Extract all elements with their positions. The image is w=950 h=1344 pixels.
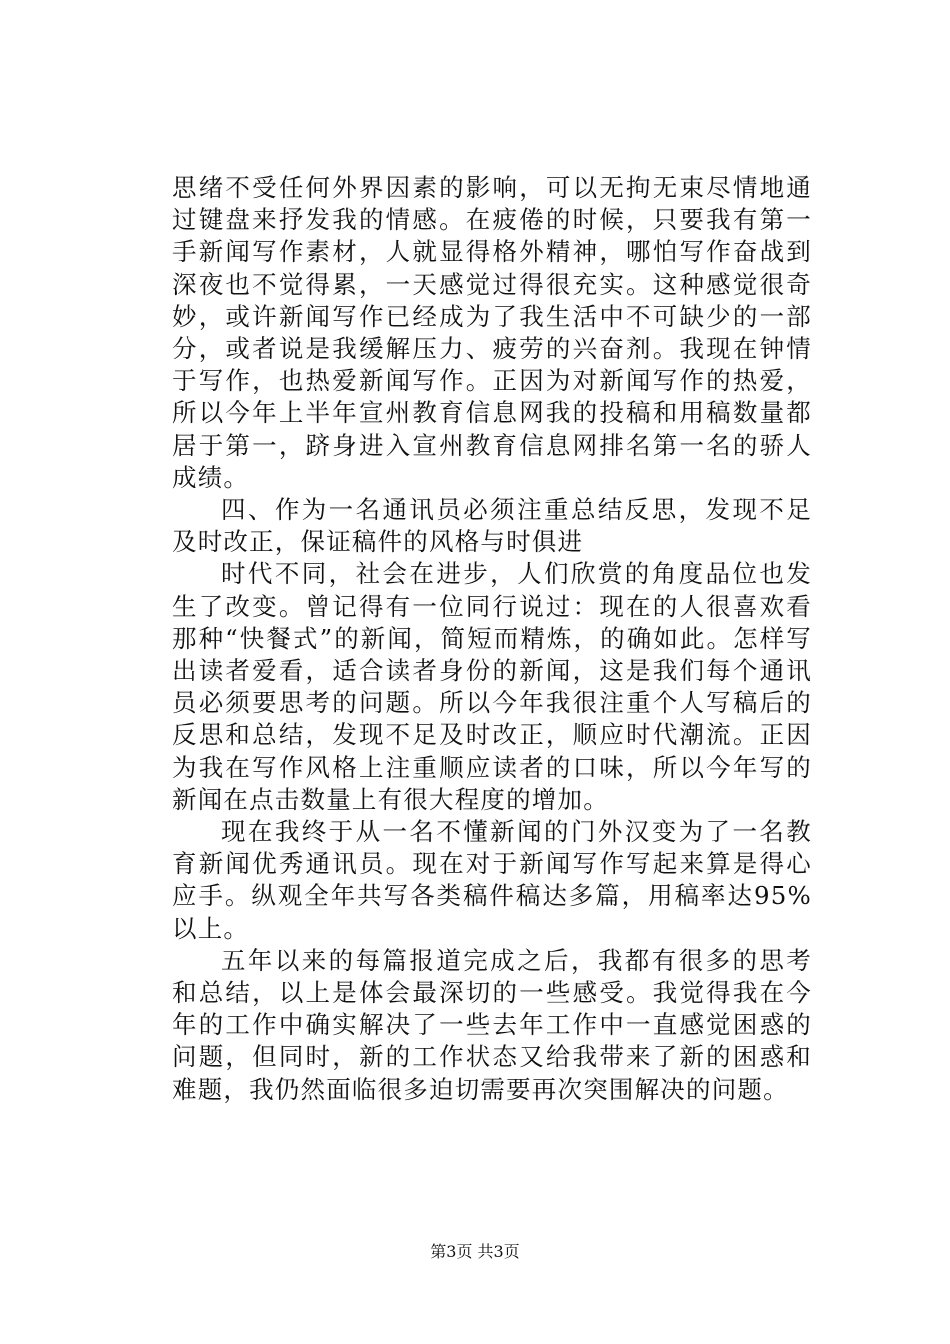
paragraph-current-status: 现在我终于从一名不懂新闻的门外汉变为了一名教育新闻优秀通讯员。现在对于新闻写作写起来算是得心应手。纵观全年共写各类稿件稿达多篇，用稿率达95%以上。 [172,817,812,943]
document-body [172,172,812,1106]
paragraph-conclusion: 五年以来的每篇报道完成之后，我都有很多的思考和总结，以上是体会最深切的一些感受。我觉得我在今年的工作中确实解决了一些去年工作中一直感觉困惑的问题，但同时，新的工作状态又给我带来了新的困惑和难题，我仍然面临很多迫切需要再次突围解决的问题。 [172,945,812,1104]
paragraph-times-change: 时代不同，社会在进步，人们欣赏的角度品位也发生了改变。曾记得有一位同行说过：现在的人很喜欢看那种“快餐式”的新闻，简短而精炼，的确如此。怎样写出读者爱看，适合读者身份的新闻，这是我们每个通讯员必须要思考的问题。所以今年我很注重个人写稿后的反思和总结，发现不足及时改正，顺应时代潮流。正因为我在写作风格上注重顺应读者的口味，所以今年写的新闻在点击数量上有很大程度的增加。 [172,559,812,814]
paragraph-continuation: 思绪不受任何外界因素的影响，可以无拘无束尽情地通过键盘来抒发我的情感。在疲倦的时候，只要我有第一手新闻写作素材，人就显得格外精神，哪怕写作奋战到深夜也不觉得累，一天感觉过得很充实。这种感觉很奇妙，或许新闻写作已经成为了我生活中不可缺少的一部分，或者说是我缓解压力、疲劳的兴奋剂。我现在钟情于写作，也热爱新闻写作。正因为对新闻写作的热爱，所以今年上半年宣州教育信息网我的投稿和用稿数量都居于第一，跻身进入宣州教育信息网排名第一名的骄人成绩。 [172,173,812,492]
section-heading-four: 四、作为一名通讯员必须注重总结反思，发现不足及时改正，保证稿件的风格与时俱进 [172,495,812,557]
page-number-footer: 第3页 共3页 [430,1242,520,1261]
